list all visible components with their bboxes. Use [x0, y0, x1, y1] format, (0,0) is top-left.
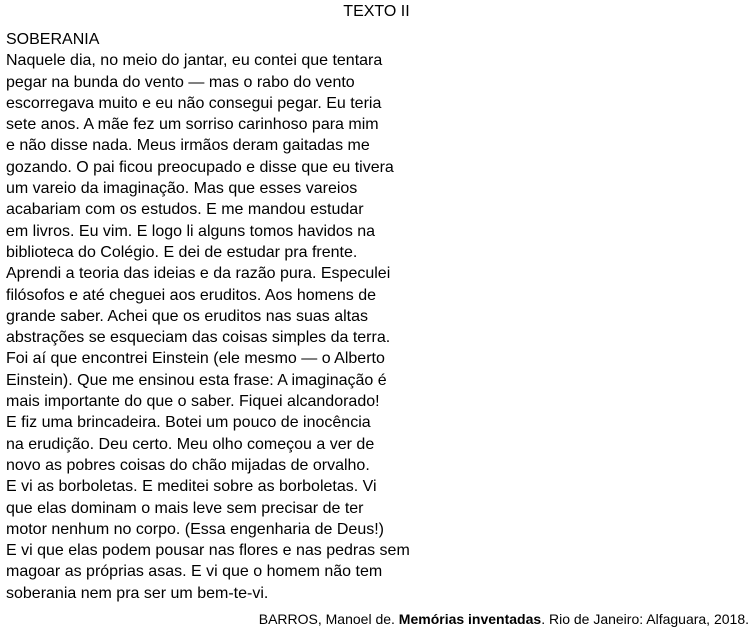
reference-book-title: Memórias inventadas [398, 611, 542, 627]
poem-line: gozando. O pai ficou preocupado e disse que eu tivera [6, 158, 394, 176]
poem-line: magoar as próprias asas. E vi que o homem não tem [6, 563, 383, 581]
poem-line: biblioteca do Colégio. E dei de estudar pra frente. [6, 243, 358, 261]
poem-line: soberania nem pra ser um bem-te-vi. [6, 584, 269, 602]
poem-line: filósofos e até cheguei aos eruditos. Aos homens de [6, 286, 377, 304]
poem-line: abstrações se esqueciam das coisas simples da terra. [6, 329, 391, 347]
poem-line: grande saber. Achei que os eruditos nas suas altas [6, 307, 369, 325]
poem-line: Einstein). Que me ensinou esta frase: A imaginação é [6, 371, 387, 389]
poem-line: Foi aí que encontrei Einstein (ele mesmo — o Alberto [6, 350, 385, 368]
reference-publication: . Rio de Janeiro: Alfaguara, 2018. [541, 611, 749, 627]
poem-line: Naquele dia, no meio do jantar, eu contei que tentara [6, 52, 383, 70]
poem-line: e não disse nada. Meus irmãos deram gaitadas me [6, 137, 370, 155]
poem-line: escorregava muito e eu não consegui pegar. Eu teria [6, 94, 382, 112]
poem-line: em livros. Eu vim. E logo li alguns tomos havidos na [6, 222, 376, 240]
poem-line: mais importante do que o saber. Fiquei alcandorado! [6, 393, 380, 411]
poem-title: SOBERANIA [6, 31, 100, 48]
poem-line: sete anos. A mãe fez um sorriso carinhoso para mim [6, 116, 379, 134]
poem-line: um vareio da imaginação. Mas que esses vareios [6, 180, 358, 198]
poem-line: E fiz uma brincadeira. Botei um pouco de inocência [6, 414, 371, 432]
poem-line: novo as pobres coisas do chão mijadas de orvalho. [6, 456, 370, 474]
poem-body [6, 29, 410, 604]
poem-line: na erudição. Deu certo. Meu olho começou a ver de [6, 435, 375, 453]
poem-line: Aprendi a teoria das ideias e da razão pura. Especulei [6, 265, 391, 283]
bibliographic-reference [259, 609, 749, 629]
poem-line: que elas dominam o mais leve sem precisar de ter [6, 499, 364, 517]
text-label-heading: TEXTO II [343, 3, 410, 20]
poem-line: pegar na bunda do vento — mas o rabo do vento [6, 73, 355, 91]
poem-line: acabariam com os estudos. E me mandou estudar [6, 201, 364, 219]
poem-line: E vi que elas podem pousar nas flores e nas pedras sem [6, 542, 410, 560]
poem-line: E vi as borboletas. E meditei sobre as borboletas. Vi [6, 478, 377, 496]
poem-line: motor nenhum no corpo. (Essa engenharia de Deus!) [6, 520, 384, 538]
reference-author: BARROS, Manoel de. [258, 611, 399, 627]
